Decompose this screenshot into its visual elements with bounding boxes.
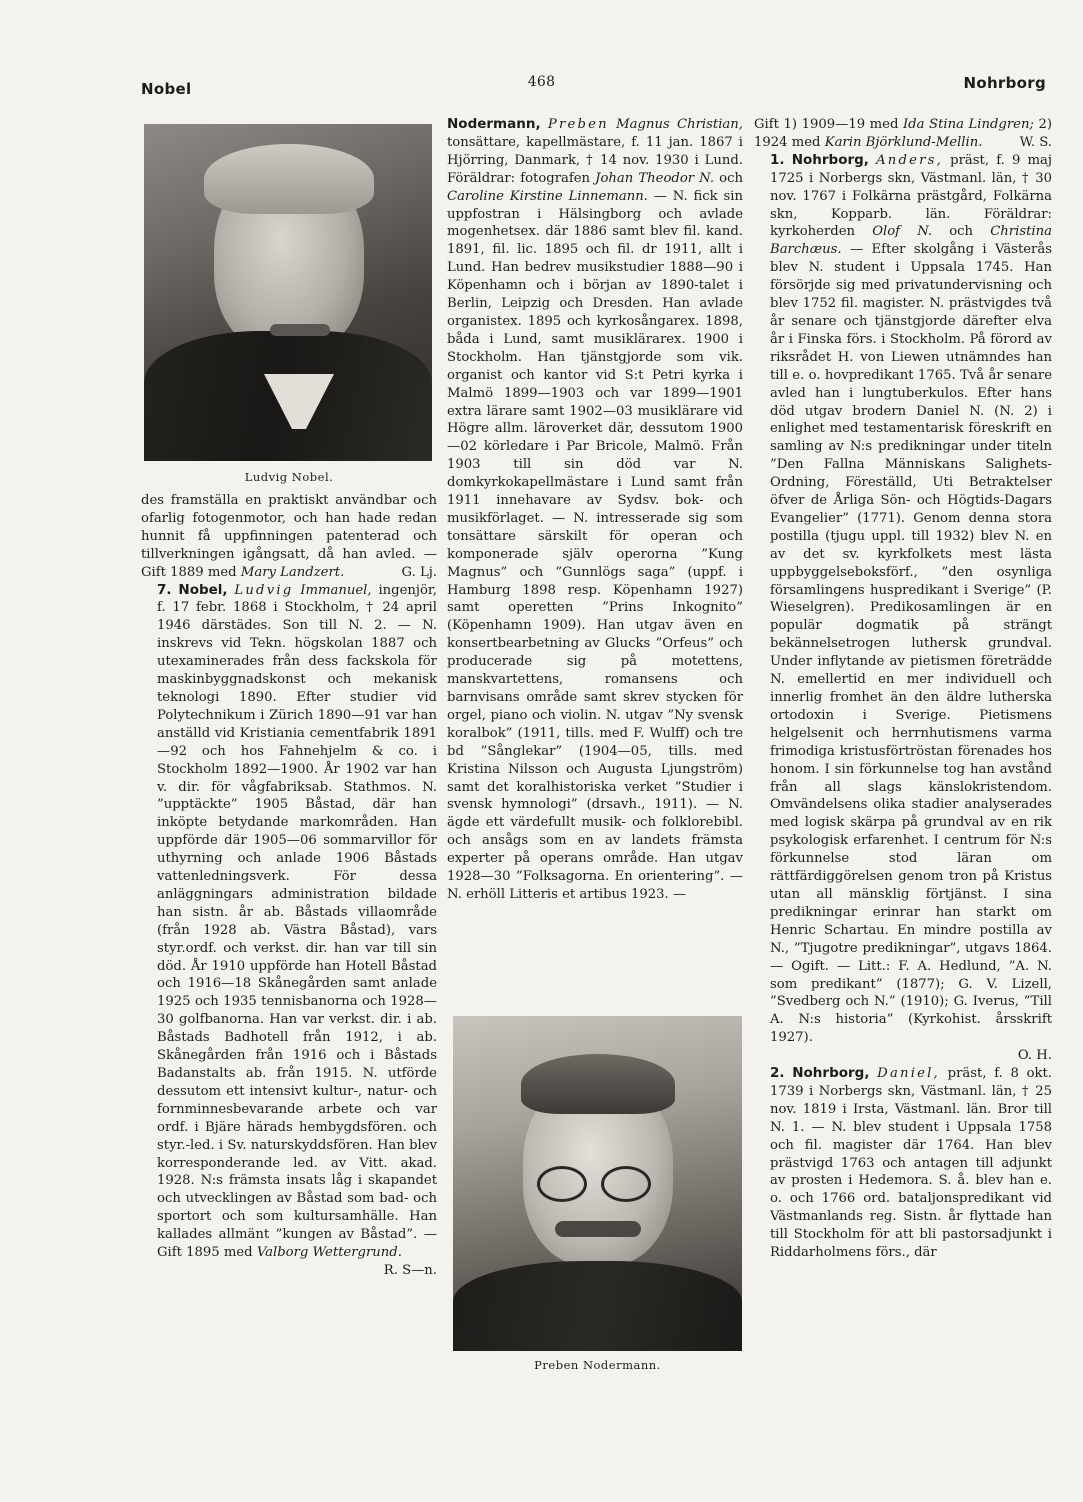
- portrait-preben-nodermann: [453, 1016, 742, 1351]
- entry-nohrborg-daniel: 2. Nohrborg, Daniel, präst, f. 8 okt. 1739 i Norbergs skn, Västmanl. län, † 25 nov. 1819 i Irsta, Västmanl. län. Bror till N. 1. — N. blev student i Uppsala 1758 och fil. magister där 1764. Han blev prästvigd 1763 och antagen till adjunkt av prosten i Hedemora. S. å. blev han e. o. och 1766 ord. bataljonspredikant vid Västmanlands reg. Sistn. år flyttade han till Stockholm för att bli pastorsadjunkt i Riddarholmens förs., där: [770, 1065, 1052, 1261]
- author-signature: W. S.: [1019, 134, 1052, 150]
- entry-headword: Nohrborg,: [791, 151, 869, 168]
- running-head-left: Nobel: [141, 80, 192, 98]
- entry-continuation: Gift 1) 1909—19 med Ida Stina Lindgren; 2) 1924 med Karin Björklund-Mellin. W. S.: [754, 117, 1052, 150]
- entry-nohrborg-anders: 1. Nohrborg, Anders, präst, f. 9 maj 1725 i Norbergs skn, Västmanl. län, † 30 nov. 1767 i Folkärna prästgård, Folkärna skn, Kopparb. län. Föräldrar: kyrkoherden Olof N. och Christina Barchæus. — Efter skolgång i Västerås blev N. student i Uppsala 1745. Han försörjde sig med privatundervisning och blev 1752 fil. magister. N. prästvigdes två år senare och tjänstgjorde därefter elva år i Finska förs. i Stockholm. På förord av riksrådet H. von Liewen utnämndes han till e. o. hovpredikant 1765. Två år senare avled han i lungtuberkulos. Efter hans död utgav brodern Daniel N. (N. 2) i enlighet med testamentarisk föreskrift en samling av N:s predikningar under titeln ”Den Fallna Människans Salighets-Ordning, Föreställd, Uti Betraktelser öfver de Årliga Sön- och Högtids-Dagars Evangelier” (1771). Genom denna stora postilla (tjugu uppl. till 1932) blev N. en av det sv. kyrkfolkets mest lästa uppbyggelseboksförf., ”den osynliga församlingens huspredikant i Sverige” (P. Wieselgren). Predikosamlingen är en populär dogmatik på strängt bekännelsetrogen luthersk grundval. Under inflytande av pietismen företrädde N. emellertid en mer individuell och innerlig fromhet än den äldre lutherska ortodoxin i Sverige. Pietismens helgelsenit och herrnhutismens varma frimodiga kristusförtröstan förenades hos honom. I sin förkunnelse tog han avstånd från all slags känslokristendom. Omvändelsens olika stadier analyserades med logisk skärpa på grundval av en rik psykologisk erfarenhet. I centrum för N:s förkunnelse stod läran om rättfärdiggörelsen genom tron på Kristus utan all mänsklig förtjänst. I sina predikningar erinrar han starkt om Henric Schartau. En mindre postilla av N., ”Tjugotre predikningar”, utgavs 1864. — Ogift. — Litt.: F. A. Hedlund, ”A. N. som predikant” (1877); G. V. Lizell, ”Svedberg och N.” (1910); G. Iverus, ”Till A. N:s historia” (Kyrkohist. årsskrift 1927).: [770, 151, 1052, 1046]
- entry-continuation: des framställa en praktiskt användbar och ofarlig fotogenmotor, och han hade redan hunnit få uppfinningen patenterad och tillverkningen igångsatt, då han avled. — Gift 1889 med Mary Landzert. G. Lj.: [141, 493, 437, 580]
- entry-nodermann-preben: Nodermann, Preben Magnus Christian, tonsättare, kapellmästare, f. 11 jan. 1867 i Hjörring, Danmark, † 14 nov. 1930 i Lund. Föräldrar: fotografen Johan Theodor N. och Caroline Kirstine Linnemann. — N. fick sin uppfostran i Hälsingborg och avlade mogenhetsex. där 1886 samt blev fil. kand. 1891, fil. lic. 1895 och fil. dr 1911, allt i Lund. Han bedrev musikstudier 1888—90 i Köpenhamn och i början av 1890-talet i Berlin, Leipzig och Dresden. Han avlade organistex. 1895 och kyrkosångarex. 1898, båda i Lund, samt musiklärarex. 1900 i Stockholm. Han tjänstgjorde som vik. organist och kantor vid S:t Petri kyrka i Malmö 1899—1903 och var 1899—1901 extra lärare samt 1902—03 musiklärare vid Högre allm. läroverket där, dessutom 1900—02 körledare i Par Bricole, Malmö. Från 1903 till sin död var N. domkyrkokapellmästare i Lund samt från 1911 innehavare av Sydsv. bok- och musikförlaget. — N. intresserade sig som tonsättare särskilt för operan och komponerade själv operorna ”Kung Magnus” och ”Gunnlögs saga” (uppf. i Hamburg 1898 resp. Köpenhamn 1927) samt operetten ”Prins Inkognito” (Köpenhamn 1909). Han utgav även en konsertbearbetning av Glucks ”Orfeus” och producerade sig på motettens, manskvartettens, romansens och barnvisans område samt skrev stycken för orgel, piano och violin. N. utgav ”Ny svensk koralbok” (1911, tills. med F. Wulff) och tre bd ”Sånglekar” (1904—05, tills. med Kristina Nilsson och Augusta Ljungström) samt det koralhistoriska verket ”Studier i svensk hymnologi” (drsavh., 1911). — N. ägde ett värdefullt musik- och folklorebibl. och ansågs som en av landets främsta experter på operans område. Han utgav 1928—30 ”Folksagorna. En orientering”. — N. erhöll Litteris et artibus 1923. —: [447, 116, 743, 902]
- column-right: [754, 116, 1052, 1262]
- caption-ludvig-nobel: Ludvig Nobel.: [244, 470, 334, 484]
- column-left: [141, 492, 437, 1280]
- entry-nobel-ludvig-immanuel: 7. Nobel, Ludvig Immanuel, ingenjör, f. 17 febr. 1868 i Stockholm, † 24 april 1946 därstädes. Son till N. 2. — N. inskrevs vid Tekn. högskolan 1887 och utexaminerades från dess fackskola för maskinbyggnadskonst och mekanisk teknologi 1890. Efter studier vid Polytechnikum i Zürich 1890—91 var han anställd vid Kristiania cementfabrik 1891—92 och hos Fahnehjelm & co. i Stockholm 1892—1900. År 1902 var han v. dir. för vågfabriksab. Stathmos. N. ”upptäckte” 1905 Båstad, där han inköpte betydande markområden. Han uppförde där 1905—06 sommarvillor för uthyrning och anlade 1906 Båstads vattenledningsverk. För dessa anläggningars administration bildade han sistn. år ab. Båstads villaområde (från 1928 ab. Västra Båstad), vars styr.ordf. och verkst. dir. han var till sin död. År 1910 uppförde han Hotell Båstad och 1916—18 Skånegården samt anlade 1925 och 1935 tennisbanorna och 1928—30 golfbanorna. Han var verkst. dir. i ab. Båstads Badhotell från 1912, i ab. Skånegården från 1916 och i Båstads Badanstalts ab. från 1915. N. utförde dessutom ett intensivt kultur-, natur- och fornminnesbevarande arbete och var ordf. i Bjäre härads hembygdsfören. och styr.-led. i Sv. naturskyddsfören. Han blev korresponderande led. av Vitt. akad. 1928. N:s främsta insats låg i skapandet och utvecklingen av Båstad som bad- och sportort och som kultursamhälle. Han kallades allmänt ”kungen av Båstad”. — Gift 1895 med Valborg Wettergrund.: [157, 581, 437, 1261]
- entry-headword: Nobel,: [178, 581, 228, 598]
- spouse-name: Mary Landzert.: [240, 564, 345, 580]
- entry-headword: Nodermann,: [447, 116, 541, 132]
- spouse-name: Valborg Wettergrund.: [256, 1245, 402, 1261]
- column-middle: [447, 116, 743, 904]
- author-signature: R. S—n.: [383, 1262, 437, 1278]
- author-signature: O. H.: [1017, 1048, 1052, 1064]
- running-head-right: Nohrborg: [963, 74, 1046, 92]
- caption-preben-nodermann: Preben Nodermann.: [534, 1358, 661, 1372]
- portrait-ludvig-nobel: [144, 124, 432, 461]
- author-signature: G. Lj.: [401, 564, 437, 580]
- page-number: 468: [527, 74, 556, 90]
- entry-headword: Nohrborg,: [792, 1065, 870, 1082]
